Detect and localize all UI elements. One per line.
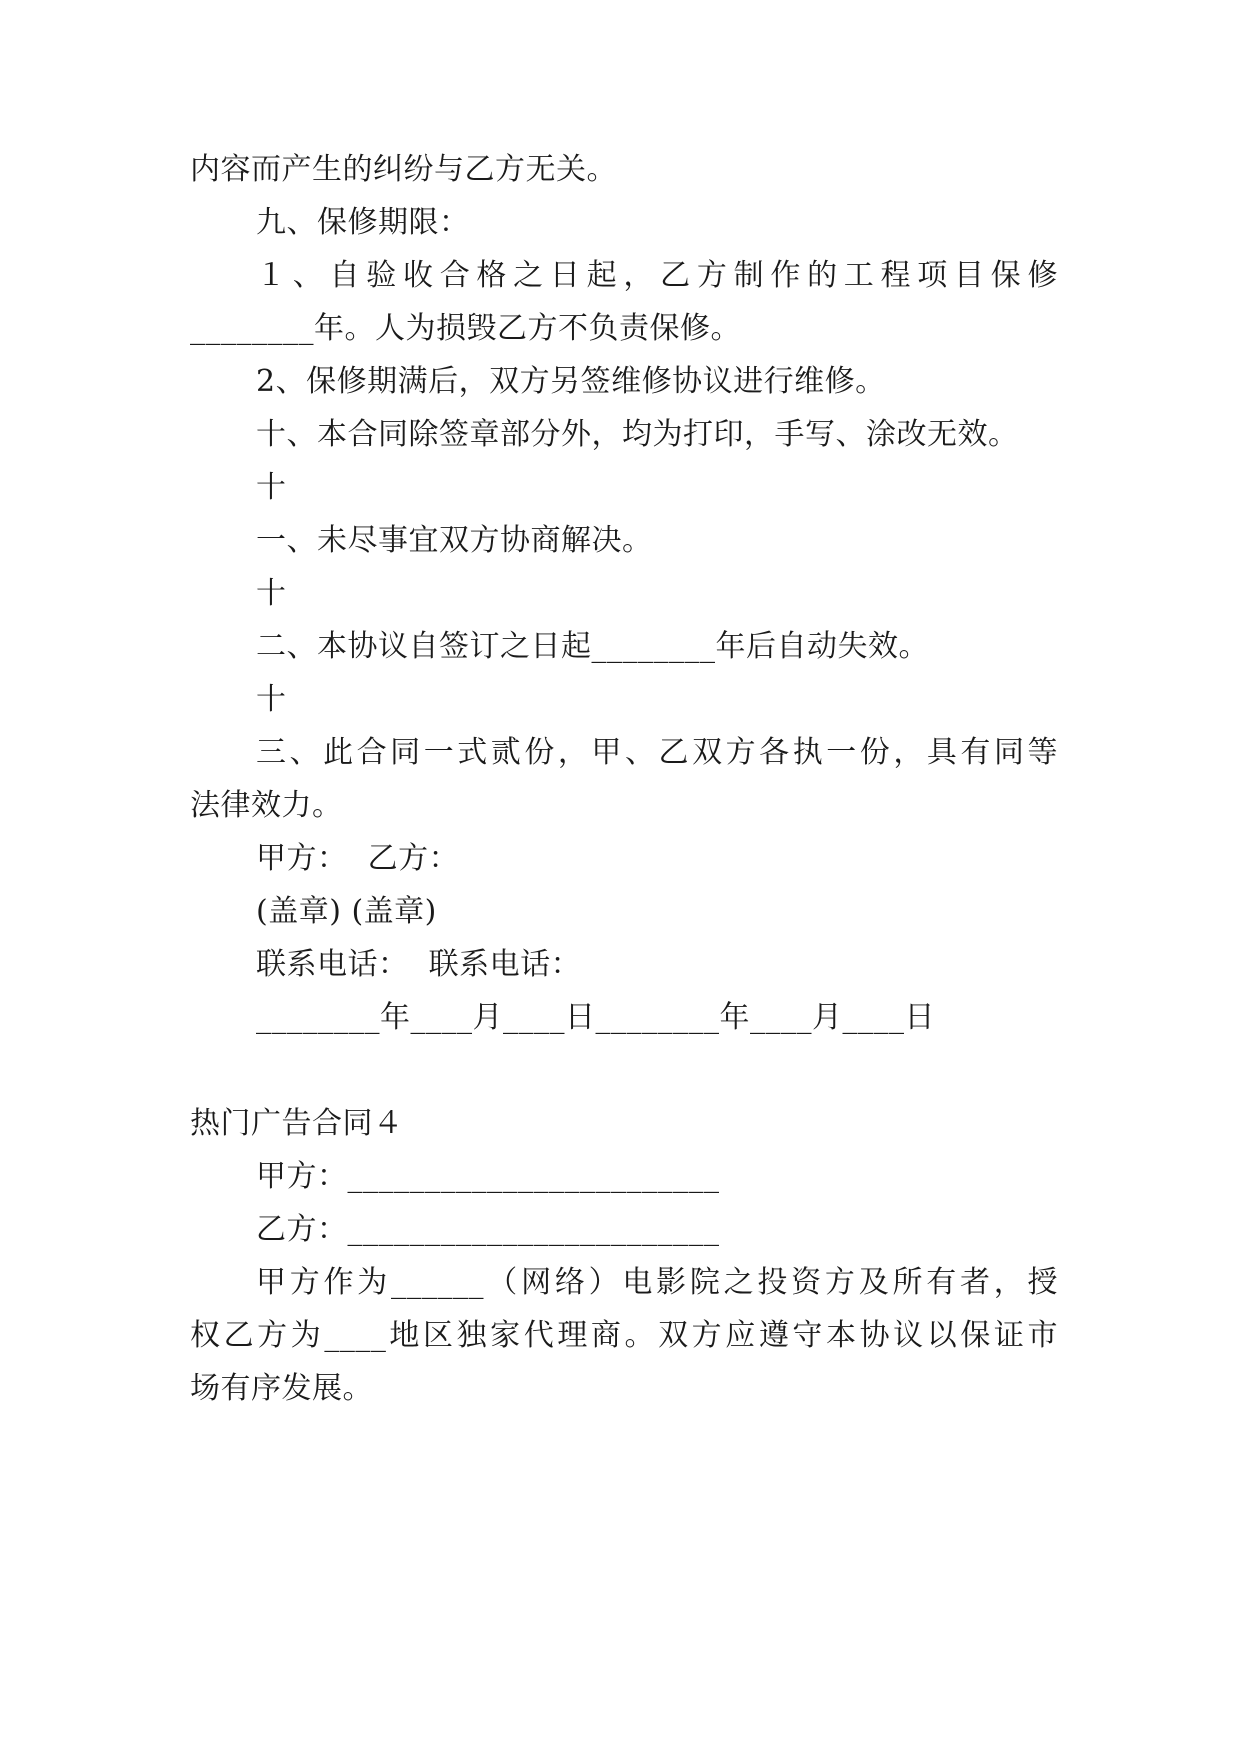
paragraph-line: 法律效力。 [190, 788, 343, 823]
contract-title: 热门广告合同４ [190, 1106, 404, 1141]
paragraph-line: 甲方作为______（网络）电影院之投资方及所有者，授 [256, 1265, 1058, 1300]
party-a-field: 甲方：________________________ [256, 1159, 720, 1194]
paragraph-line: ________年。人为损毁乙方不负责保修。 [190, 311, 741, 346]
section-number: 十 [256, 470, 287, 505]
paragraph-line: 2、保修期满后，双方另签维修协议进行维修。 [256, 364, 886, 399]
paragraph-line: 十、本合同除签章部分外，均为打印，手写、涂改无效。 [256, 417, 1019, 452]
paragraph-line: 场有序发展。 [190, 1371, 373, 1406]
signature-parties: 甲方： 乙方： [256, 841, 460, 876]
paragraph-line: １、自验收合格之日起，乙方制作的工程项目保修 [256, 258, 1058, 293]
paragraph-line: 权乙方为____地区独家代理商。双方应遵守本协议以保证市 [190, 1318, 1058, 1353]
contact-phones: 联系电话： 联系电话： [256, 947, 582, 982]
paragraph-line: 二、本协议自签订之日起________年后自动失效。 [256, 629, 929, 664]
party-b-field: 乙方：________________________ [256, 1212, 720, 1247]
paragraph-line: 三、此合同一式贰份，甲、乙双方各执一份，具有同等 [256, 735, 1058, 770]
signature-seals: (盖章) (盖章) [256, 894, 437, 929]
section-number: 十 [256, 682, 287, 717]
section-heading: 九、保修期限： [256, 205, 470, 240]
paragraph-line: 内容而产生的纠纷与乙方无关。 [190, 152, 617, 187]
signature-dates: ________年____月____日________年____月____日 [256, 1000, 935, 1035]
paragraph-line: 一、未尽事宜双方协商解决。 [256, 523, 653, 558]
section-number: 十 [256, 576, 287, 611]
